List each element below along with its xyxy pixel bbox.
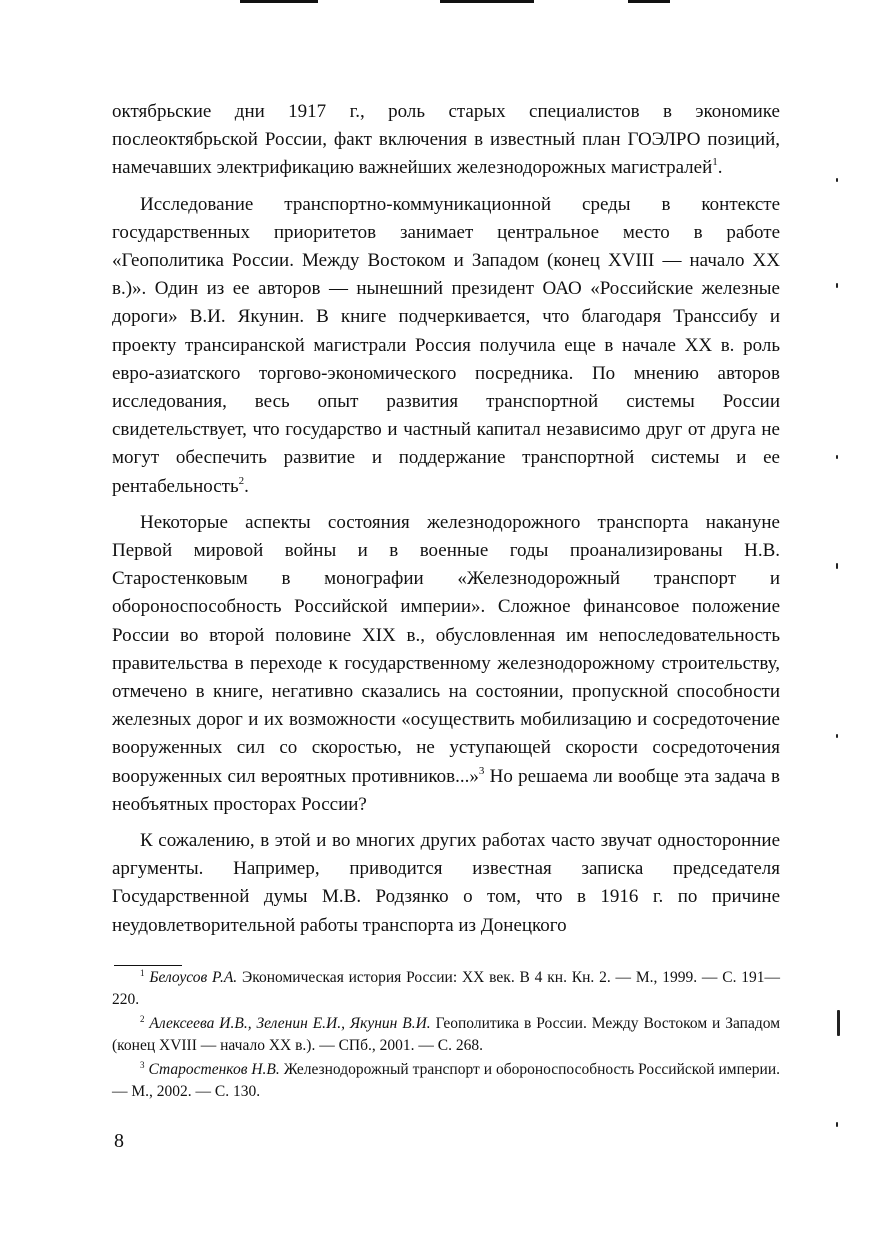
footnote-author: Алексеева И.В., Зеленин Е.И., Якунин В.И. bbox=[149, 1015, 431, 1032]
scan-speck bbox=[836, 178, 838, 182]
footnote-number: 3 bbox=[140, 1060, 145, 1070]
scan-speck bbox=[836, 1122, 838, 1127]
footnote bbox=[112, 1059, 780, 1102]
paragraph-text: Исследование транспортно-коммуникационной среды в контексте государственных приоритетов занимает центральное место в работе «Геополитика России. Между Востоком и Западом (конец XVIII — начало XX в.)». Один из ее авторов — нынешний президент ОАО «Российские железные дороги» В.И. Якунин. В книге подчеркивается, что благодаря Транссибу и проекту трансиранской магистрали Россия получила еще в начале XX в. роль евро-азиатского торгово-экономического посредника. По мнению авторов исследования, весь опыт развития транспортной системы России свидетельствует, что государство и частный капитал независимо друг от друга не могут обеспечить развитие и поддержание транспортной системы и ее рентабельность bbox=[112, 193, 780, 497]
top-rule bbox=[240, 0, 318, 3]
paragraph-text: Некоторые аспекты состояния железнодорожного транспорта накануне Первой мировой войны и в военные годы проанализированы Н.В. Старостенковым в монографии «Железнодорожный транспорт и обороноспособность Российской империи». Сложное финансовое положение России во второй половине XIX в., обусловленная им непоследовательность правительства в переходе к государственному железнодорожному строительству, отмечено в книге, негативно сказались на состоянии, пропускной способности железных дорог и их возможности «осуществить мобилизацию и сосредоточение вооруженных сил со скоростью, не уступающей скорости сосредоточения вооруженных сил вероятных противников...» bbox=[112, 511, 780, 787]
paragraph-text: октябрьские дни 1917 г., роль старых специалистов в экономике послеоктябрьской России, факт включения в известный план ГОЭЛРО позиций, намечавших электрификацию важнейших железнодорожных магистралей bbox=[112, 101, 780, 179]
footnote-ref: 1 bbox=[712, 156, 718, 169]
paragraph-tail: Но решаема ли вообще эта задача в необъятных просторах России? bbox=[112, 765, 780, 815]
paragraph bbox=[112, 509, 780, 819]
paragraph bbox=[112, 827, 780, 940]
footnote-ref: 3 bbox=[478, 764, 485, 777]
scan-speck bbox=[837, 1010, 840, 1036]
footnote-divider bbox=[114, 965, 182, 966]
footnote bbox=[112, 1013, 780, 1056]
top-rule bbox=[440, 0, 534, 3]
footnote-text: Железнодорожный транспорт и обороноспособность Российской империи. — М., 2002. — С. 130. bbox=[112, 1061, 781, 1100]
paragraph bbox=[112, 98, 780, 183]
footnote-number: 1 bbox=[140, 968, 145, 978]
footnote-text: Геополитика в России. Между Востоком и Западом (конец XVIII — начало XX в.). — СПб., 2001. — С. 268. bbox=[112, 1015, 781, 1054]
footnotes bbox=[112, 967, 780, 1105]
footnote bbox=[112, 967, 780, 1010]
footnote-author: Старостенков Н.В. bbox=[148, 1061, 280, 1078]
top-rule bbox=[628, 0, 670, 3]
scan-speck bbox=[836, 283, 838, 288]
scan-speck bbox=[836, 563, 838, 569]
footnote-ref: 2 bbox=[238, 474, 245, 487]
footnote-author: Белоусов Р.А. bbox=[149, 969, 238, 986]
footnote-text: Экономическая история России: XX век. В 4 кн. Кн. 2. — М., 1999. — С. 191—220. bbox=[112, 969, 781, 1008]
page-number: 8 bbox=[114, 1130, 124, 1152]
paragraph-text: К сожалению, в этой и во многих других работах часто звучат односторонние аргументы. Например, приводится известная записка председателя Государственной думы М.В. Родзянко о том, что в 1916 г. по причине неудовлетворительной работы транспорта из Донецкого bbox=[112, 830, 780, 936]
body-text bbox=[112, 98, 780, 948]
footnote-number: 2 bbox=[140, 1014, 145, 1024]
scan-speck bbox=[836, 455, 838, 459]
paragraph bbox=[112, 191, 780, 501]
paragraph-tail: . bbox=[717, 157, 723, 179]
scan-speck bbox=[836, 734, 838, 738]
paragraph-tail: . bbox=[244, 475, 249, 497]
